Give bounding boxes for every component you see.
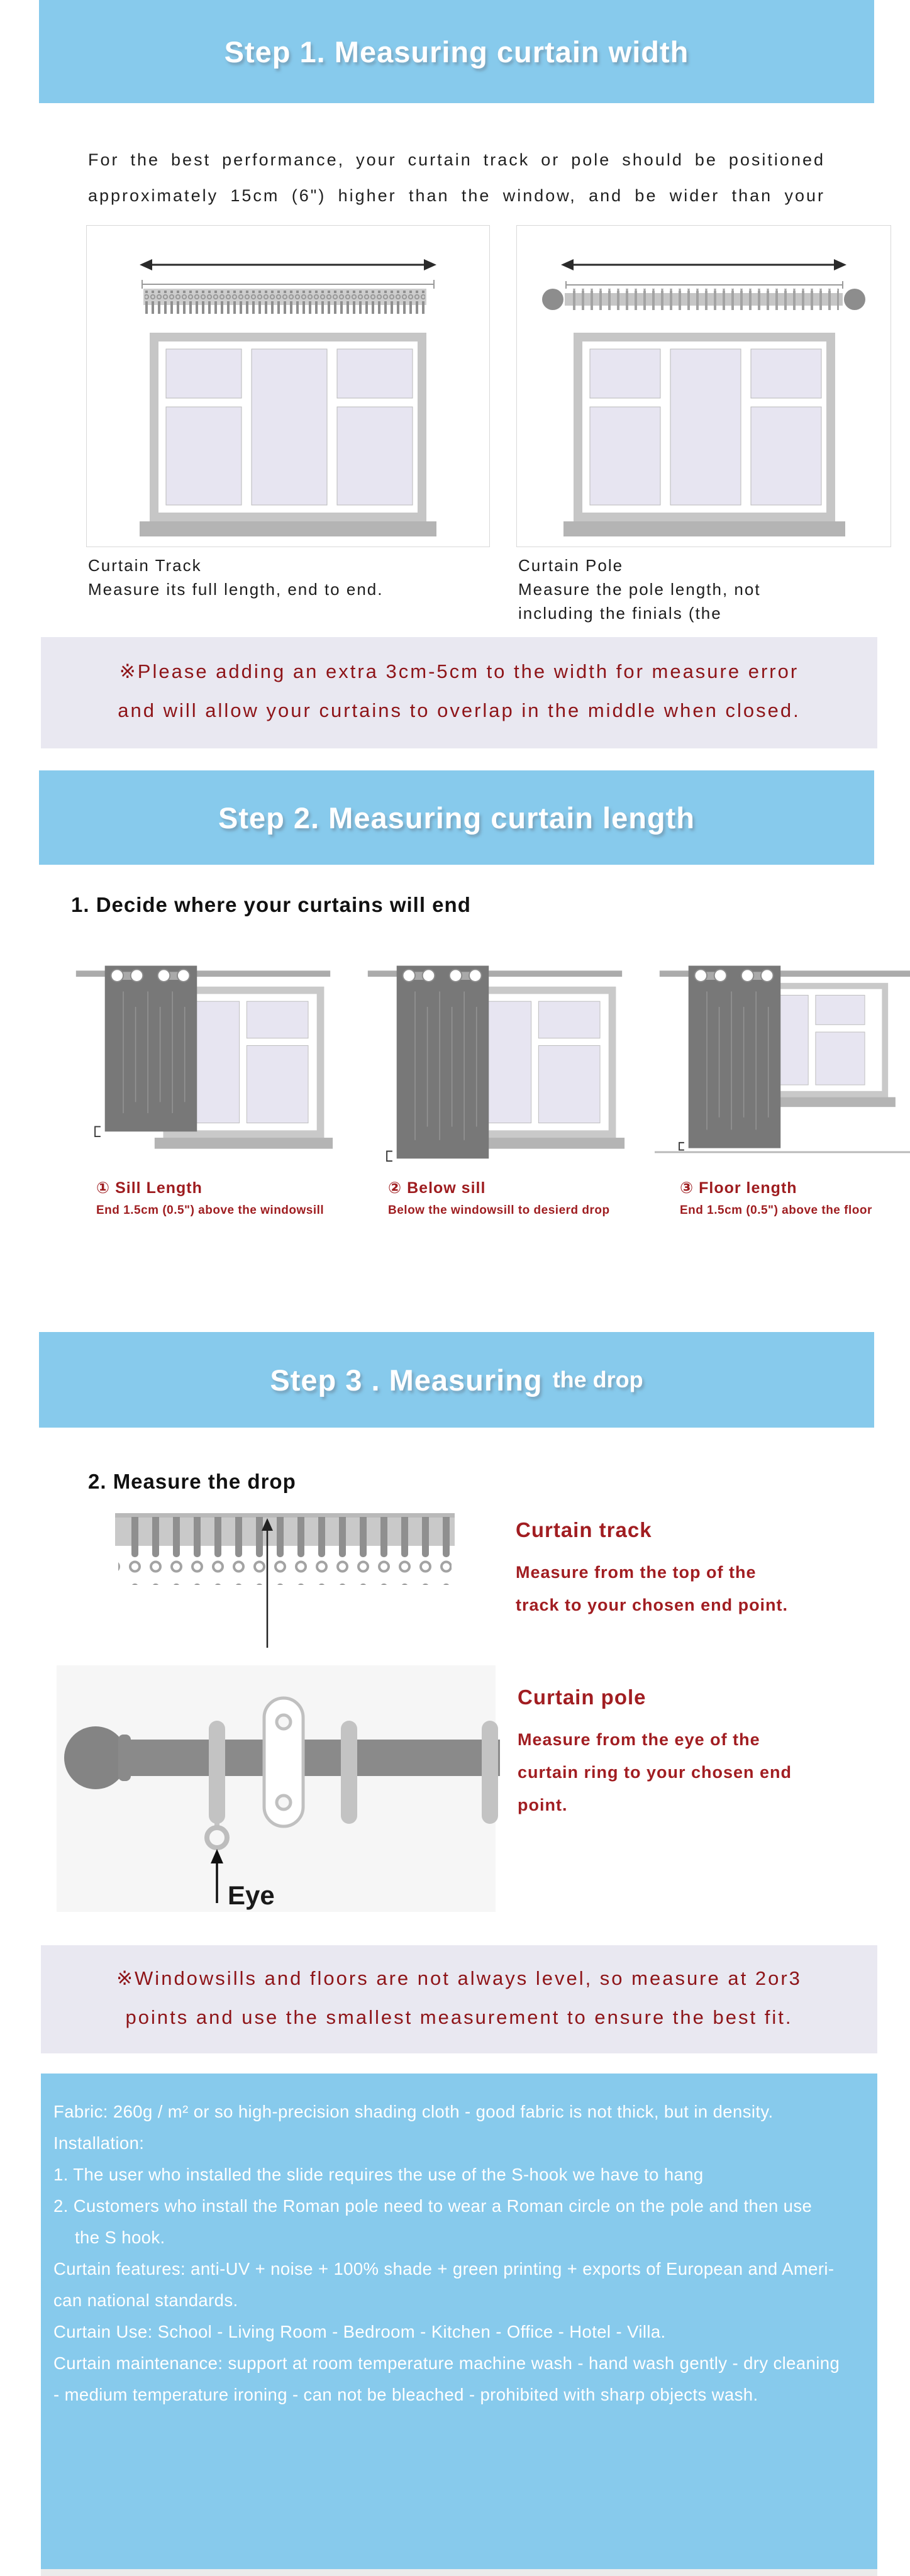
step1-intro	[88, 142, 825, 214]
step2-illustrations	[71, 945, 910, 1218]
level-note-line1: ※Windowsills and floors are not always level, so measure at 2or3	[116, 1967, 802, 1989]
level-note-line2: points and use the smallest measurement to ensure the best fit.	[125, 2006, 793, 2028]
curtain-pole-closeup-illustration	[57, 1665, 500, 1917]
info-features-2: can national standards.	[53, 2290, 238, 2310]
wall-bracket-graphic	[264, 1698, 303, 1826]
curtain-graphic	[397, 966, 489, 1159]
track-caption	[88, 553, 491, 625]
product-info-block	[41, 2074, 877, 2569]
curtain-track-window-illustration	[87, 226, 489, 547]
info-install-step2: 2. Customers who install the Roman pole need to wear a Roman circle on the pole and then use	[53, 2196, 813, 2216]
track-measure-text	[516, 1508, 788, 1621]
pole-caption	[518, 553, 889, 625]
curtain-track-window-box	[86, 225, 490, 547]
info-use: Curtain Use: School - Living Room - Bedroom - Kitchen - Office - Hotel - Villa.	[53, 2322, 666, 2341]
measure-bracket	[387, 1152, 392, 1162]
sill-length-desc: End 1.5cm (0.5") above the windowsill	[96, 1204, 325, 1217]
measure-bracket	[95, 1126, 101, 1136]
step1-captions	[88, 553, 889, 625]
pole-measure-text	[518, 1665, 792, 1821]
pole-measure-row	[57, 1665, 792, 1917]
measure-bracket	[679, 1143, 684, 1150]
curtain-track-closeup-illustration	[84, 1508, 489, 1650]
pole-measure-line1: Measure from the eye of the	[518, 1730, 760, 1749]
track-caption-title: Curtain Track	[88, 556, 202, 575]
floor-length-label: ③ Floor length	[680, 1179, 797, 1197]
info-installation: Installation:	[53, 2133, 145, 2153]
dimension-bracket	[566, 281, 843, 289]
sill-length-illustration	[71, 945, 335, 1173]
info-fabric: Fabric: 260g / m² or so high-precision shading cloth - good fabric is not thick, but in density.	[53, 2102, 774, 2121]
below-sill-illustration	[363, 945, 627, 1173]
below-sill-desc: Below the windowsill to desierd drop	[388, 1204, 610, 1217]
track-measure-title: Curtain track	[516, 1518, 652, 1541]
eye-label: Eye	[228, 1880, 275, 1910]
floor-line	[655, 1152, 910, 1153]
floor-length-desc: End 1.5cm (0.5") above the floor	[680, 1204, 872, 1217]
step3-heading: 2. Measure the drop	[88, 1470, 296, 1493]
track-measure-line2: track to your chosen end point.	[516, 1596, 789, 1614]
width-arrow-icon	[140, 259, 436, 270]
curtain-ring	[341, 1721, 357, 1824]
info-install-step2b: the S hook.	[75, 2228, 165, 2247]
below-sill-label: ② Below sill	[388, 1179, 486, 1197]
track-measure-row	[84, 1508, 788, 1650]
window-graphic	[563, 333, 845, 536]
pole-measure-line3: point.	[518, 1796, 568, 1814]
below-sill-illustration-block	[363, 945, 627, 1218]
bottom-strip	[41, 2569, 877, 2576]
curtain-pole-graphic	[542, 289, 865, 310]
pole-caption-title: Curtain Pole	[518, 556, 624, 575]
width-arrow-icon	[561, 259, 846, 270]
info-maintenance-1: Curtain maintenance: support at room temperature machine wash - hand wash gently - dry cleaning	[53, 2353, 840, 2373]
curtain-ring	[482, 1721, 498, 1824]
step1-intro-line1: For the best performance, your curtain track or pole should be positioned	[88, 150, 825, 169]
step3-title-sub: the drop	[552, 1367, 643, 1392]
pole-caption-line1: Measure the pole length, not	[518, 580, 761, 599]
info-install-step1: 1. The user who installed the slide requires the use of the S-hook we have to hang	[53, 2165, 704, 2184]
width-note-box	[41, 637, 877, 748]
step2-header-band	[39, 770, 874, 865]
curtain-ring	[209, 1721, 225, 1824]
width-note-line1: ※Please adding an extra 3cm-5cm to the width for measure error	[119, 660, 799, 682]
track-caption-text: Measure its full length, end to end.	[88, 580, 384, 599]
sill-length-label: ① Sill Length	[96, 1179, 203, 1197]
curtain-pole-window-box	[516, 225, 891, 547]
width-note-line2: and will allow your curtains to overlap in the middle when closed.	[118, 699, 801, 721]
step1-illustrations	[86, 225, 891, 547]
track-measure-line1: Measure from the top of the	[516, 1563, 757, 1582]
step1-title: Step 1. Measuring curtain width	[224, 35, 689, 69]
step1-intro-line2: approximately 15cm (6") higher than the window, and be wider than your	[88, 186, 825, 205]
step2-title: Step 2. Measuring curtain length	[218, 801, 695, 835]
step3-title-main: Step 3 . Measuring	[270, 1363, 543, 1397]
floor-length-illustration-block	[655, 945, 910, 1218]
step2-heading: 1. Decide where your curtains will end	[71, 893, 471, 916]
curtain-track-graphic	[115, 1513, 455, 1585]
curtain-graphic	[689, 966, 781, 1148]
floor-length-illustration	[655, 945, 910, 1173]
step3-header-band	[39, 1332, 874, 1428]
sill-length-illustration-block	[71, 945, 335, 1218]
info-maintenance-2: - medium temperature ironing - can not be bleached - prohibited with sharp objects wash.	[53, 2385, 758, 2404]
window-graphic	[140, 333, 436, 536]
level-note-box	[41, 1945, 877, 2053]
pole-measure-title: Curtain pole	[518, 1685, 646, 1709]
pole-caption-line2: including the finials (the	[518, 604, 722, 623]
curtain-track-graphic	[143, 289, 426, 314]
info-features-1: Curtain features: anti-UV + noise + 100% shade + green printing + exports of European and Ameri-	[53, 2259, 835, 2279]
curtain-pole-window-illustration	[517, 226, 891, 547]
dimension-bracket	[142, 280, 434, 289]
pole-measure-line2: curtain ring to your chosen end	[518, 1763, 792, 1782]
eye-ring	[207, 1828, 227, 1848]
curtain-graphic	[105, 966, 197, 1132]
step1-header-band	[39, 0, 874, 103]
